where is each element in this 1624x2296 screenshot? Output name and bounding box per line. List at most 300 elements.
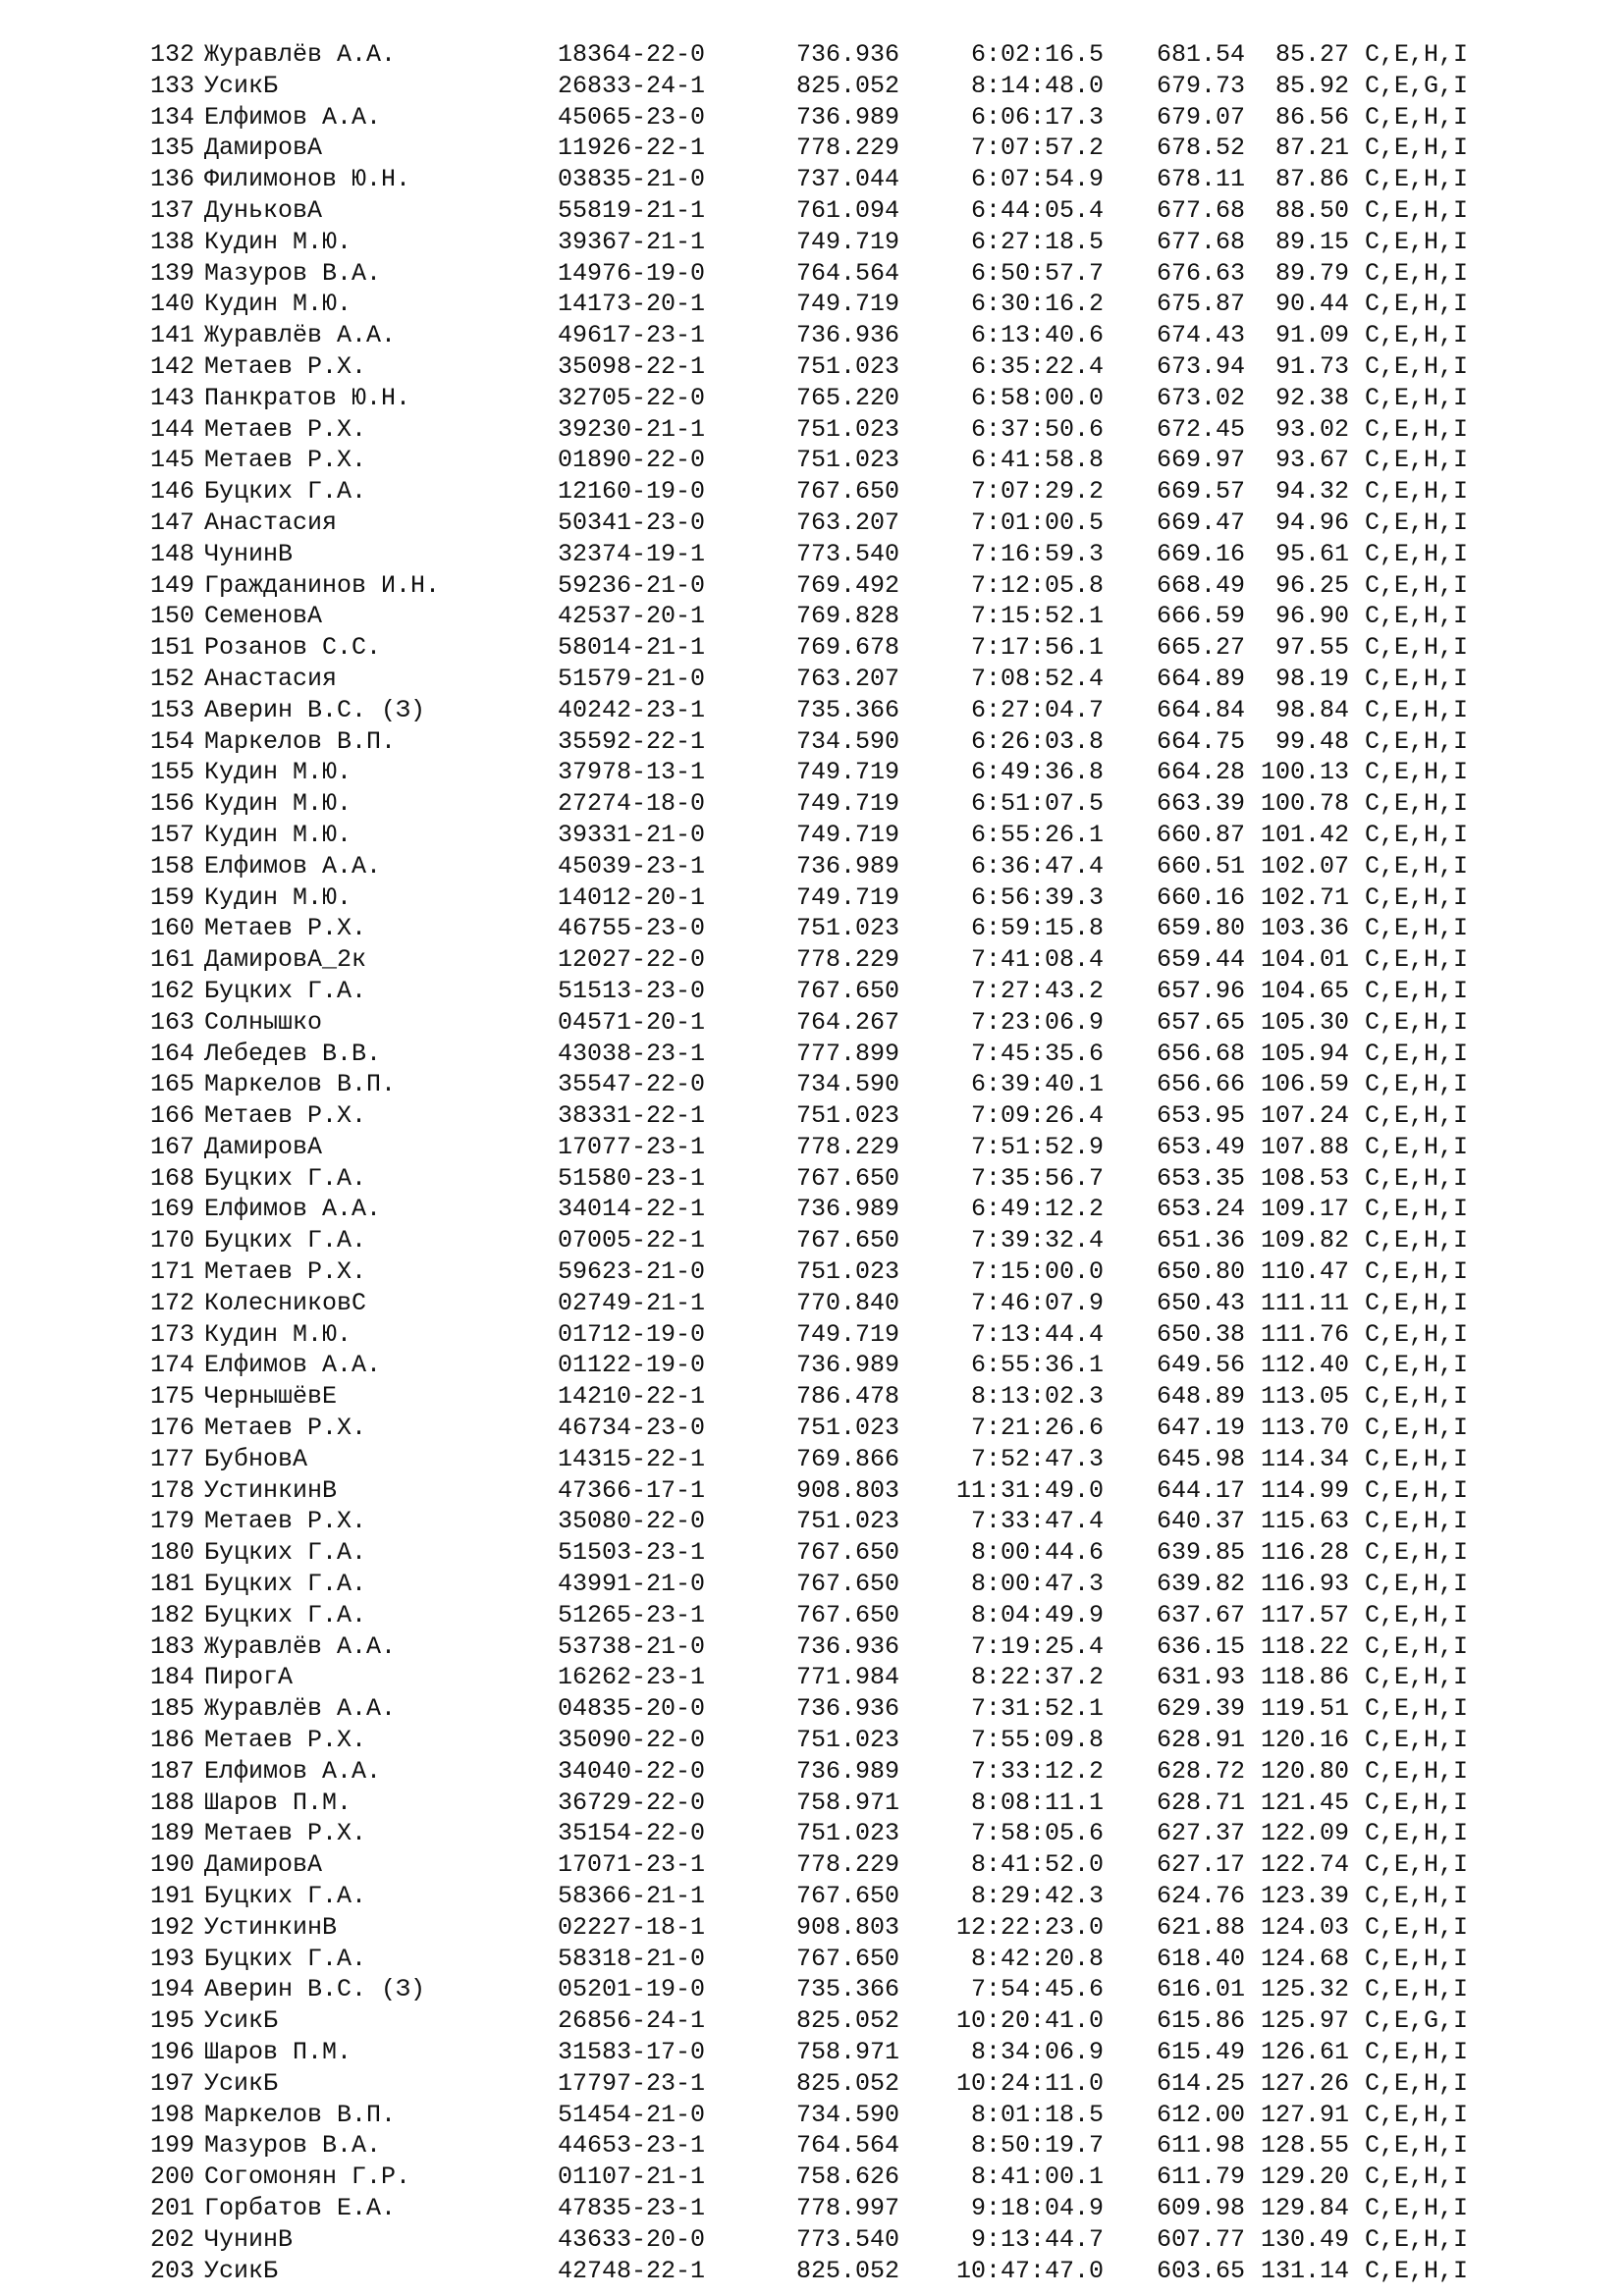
cell-rank: 184 [149,1663,194,1692]
cell-pilot-name: Метаев Р.Х. [204,1726,367,1755]
cell-pilot-name: ПирогА [204,1663,294,1692]
cell-distance: 769.866 [795,1444,899,1473]
cell-speed: 660.87 [1156,820,1245,849]
cell-pilot-name: Маркелов В.П. [204,2100,397,2129]
table-row [141,2130,1496,2162]
cell-pilot-name: Буцких Г.А. [204,1944,367,1973]
cell-distance: 751.023 [795,1726,899,1755]
cell-percent: 93.02 [1274,414,1349,444]
cell-rank: 166 [149,1101,194,1131]
table-row [141,1256,1496,1288]
cell-ring-id: 11926-22-1 [558,133,706,163]
cell-pilot-name: Розанов С.С. [204,633,382,663]
cell-ring-id: 14315-22-1 [558,1444,706,1473]
cell-ring-id: 55819-21-1 [558,195,706,225]
cell-flight-time: 8:13:02.3 [970,1382,1104,1412]
cell-speed: 669.47 [1156,507,1245,537]
table-row [141,570,1496,602]
table-row [141,1631,1496,1663]
table-row [141,1444,1496,1475]
cell-distance: 767.650 [795,1570,899,1599]
cell-distance: 767.650 [795,976,899,1005]
cell-rank: 174 [149,1351,194,1380]
cell-flight-time: 10:20:41.0 [955,2006,1104,2036]
cell-flight-time: 8:42:20.8 [970,1944,1104,1973]
cell-pilot-name: Кудин М.Ю. [204,882,352,912]
cell-percent: 91.09 [1274,321,1349,350]
cell-flight-time: 8:22:37.2 [970,1663,1104,1692]
cell-speed: 628.71 [1156,1788,1245,1817]
cell-rank: 167 [149,1132,194,1161]
cell-ring-id: 04571-20-1 [558,1007,706,1037]
cell-ring-id: 44653-23-1 [558,2131,706,2161]
cell-rank: 200 [149,2163,194,2192]
cell-rank: 179 [149,1507,194,1536]
cell-classes: C,E,H,I [1365,758,1469,787]
cell-classes: C,E,H,I [1365,2100,1469,2129]
cell-rank: 132 [149,40,194,69]
cell-speed: 659.44 [1156,945,1245,975]
cell-distance: 825.052 [795,2256,899,2285]
cell-percent: 124.68 [1260,1944,1349,1973]
cell-speed: 656.68 [1156,1039,1245,1068]
cell-rank: 145 [149,446,194,475]
cell-classes: C,E,H,I [1365,914,1469,943]
cell-flight-time: 6:55:26.1 [970,820,1104,849]
cell-ring-id: 05201-19-0 [558,1975,706,2004]
table-row [141,726,1496,758]
cell-flight-time: 7:07:29.2 [970,477,1104,507]
cell-distance: 770.840 [795,1288,899,1317]
cell-pilot-name: Метаев Р.Х. [204,1414,367,1443]
cell-classes: C,E,H,I [1365,258,1469,288]
cell-pilot-name: Елфимов А.А. [204,1756,382,1786]
cell-rank: 135 [149,133,194,163]
cell-classes: C,E,H,I [1365,633,1469,663]
cell-pilot-name: ЧунинВ [204,2224,294,2254]
cell-pilot-name: Гражданинов И.Н. [204,570,441,600]
cell-rank: 162 [149,976,194,1005]
cell-distance: 749.719 [795,789,899,819]
table-row [141,1881,1496,1912]
cell-pilot-name: УстинкинВ [204,1912,338,1942]
cell-percent: 111.76 [1260,1319,1349,1349]
cell-pilot-name: Кудин М.Ю. [204,789,352,819]
cell-percent: 118.86 [1260,1663,1349,1692]
cell-flight-time: 7:15:52.1 [970,602,1104,631]
cell-distance: 778.229 [795,945,899,975]
cell-distance: 758.971 [795,2038,899,2066]
table-row [141,476,1496,507]
table-row [141,1225,1496,1256]
cell-percent: 123.39 [1260,1882,1349,1911]
cell-percent: 89.79 [1274,258,1349,288]
cell-pilot-name: Анастасия [204,507,338,537]
cell-speed: 678.11 [1156,165,1245,194]
cell-rank: 133 [149,71,194,100]
cell-flight-time: 6:59:15.8 [970,914,1104,943]
cell-ring-id: 45065-23-0 [558,102,706,132]
cell-ring-id: 51513-23-0 [558,976,706,1005]
table-row [141,133,1496,164]
table-row [141,944,1496,976]
cell-flight-time: 6:56:39.3 [970,882,1104,912]
cell-pilot-name: ДамировА [204,1850,323,1880]
cell-percent: 125.97 [1260,2006,1349,2036]
cell-pilot-name: Буцких Г.А. [204,1570,367,1599]
cell-ring-id: 27274-18-0 [558,789,706,819]
table-row [141,507,1496,539]
cell-classes: C,E,H,I [1365,1007,1469,1037]
cell-speed: 615.86 [1156,2006,1245,2036]
cell-flight-time: 8:00:47.3 [970,1570,1104,1599]
cell-percent: 90.44 [1274,290,1349,319]
cell-distance: 751.023 [795,351,899,381]
cell-distance: 736.989 [795,1351,899,1380]
cell-flight-time: 8:50:19.7 [970,2131,1104,2161]
table-row [141,1818,1496,1849]
table-row [141,1788,1496,1819]
cell-speed: 616.01 [1156,1975,1245,2004]
cell-distance: 825.052 [795,2006,899,2036]
cell-classes: C,E,H,I [1365,2224,1469,2254]
cell-percent: 91.73 [1274,351,1349,381]
cell-speed: 615.49 [1156,2038,1245,2066]
cell-rank: 158 [149,851,194,881]
cell-speed: 651.36 [1156,1226,1245,1255]
cell-classes: C,E,H,I [1365,726,1469,756]
cell-flight-time: 6:27:18.5 [970,227,1104,256]
cell-ring-id: 37978-13-1 [558,758,706,787]
cell-ring-id: 32374-19-1 [558,539,706,568]
cell-flight-time: 12:22:23.0 [955,1912,1104,1942]
cell-rank: 151 [149,633,194,663]
cell-rank: 199 [149,2131,194,2161]
cell-rank: 198 [149,2100,194,2129]
cell-distance: 736.989 [795,851,899,881]
cell-speed: 644.17 [1156,1475,1245,1505]
table-row [141,1662,1496,1693]
cell-ring-id: 02749-21-1 [558,1288,706,1317]
cell-classes: C,E,H,I [1365,2068,1469,2098]
cell-rank: 155 [149,758,194,787]
cell-ring-id: 01890-22-0 [558,446,706,475]
cell-classes: C,E,H,I [1365,664,1469,693]
cell-distance: 763.207 [795,507,899,537]
cell-ring-id: 43991-21-0 [558,1570,706,1599]
cell-rank: 176 [149,1414,194,1443]
cell-classes: C,E,H,I [1365,102,1469,132]
cell-rank: 171 [149,1257,194,1287]
cell-flight-time: 7:33:12.2 [970,1756,1104,1786]
cell-distance: 751.023 [795,414,899,444]
cell-speed: 659.80 [1156,914,1245,943]
cell-ring-id: 14210-22-1 [558,1382,706,1412]
cell-pilot-name: Журавлёв А.А. [204,1694,397,1724]
cell-percent: 120.80 [1260,1756,1349,1786]
cell-percent: 113.05 [1260,1382,1349,1412]
cell-speed: 663.39 [1156,789,1245,819]
cell-percent: 122.09 [1260,1819,1349,1848]
cell-rank: 181 [149,1570,194,1599]
cell-classes: C,E,H,I [1365,1507,1469,1536]
cell-distance: 765.220 [795,383,899,412]
cell-speed: 631.93 [1156,1663,1245,1692]
cell-speed: 649.56 [1156,1351,1245,1380]
cell-ring-id: 42537-20-1 [558,602,706,631]
cell-distance: 751.023 [795,1507,899,1536]
cell-flight-time: 8:34:06.9 [970,2038,1104,2066]
cell-speed: 647.19 [1156,1414,1245,1443]
table-row [141,383,1496,414]
cell-ring-id: 01122-19-0 [558,1351,706,1380]
cell-flight-time: 6:41:58.8 [970,446,1104,475]
cell-percent: 131.14 [1260,2256,1349,2285]
cell-distance: 749.719 [795,820,899,849]
cell-ring-id: 59236-21-0 [558,570,706,600]
cell-flight-time: 6:39:40.1 [970,1070,1104,1099]
cell-ring-id: 51579-21-0 [558,664,706,693]
cell-distance: 767.650 [795,1600,899,1629]
cell-rank: 186 [149,1726,194,1755]
cell-pilot-name: Метаев Р.Х. [204,414,367,444]
cell-classes: C,E,H,I [1365,2163,1469,2192]
cell-flight-time: 7:12:05.8 [970,570,1104,600]
cell-pilot-name: Кудин М.Ю. [204,227,352,256]
table-row [141,289,1496,320]
cell-percent: 101.42 [1260,820,1349,849]
cell-pilot-name: Мазуров В.А. [204,2131,382,2161]
table-row [141,913,1496,944]
cell-ring-id: 46734-23-0 [558,1414,706,1443]
cell-speed: 676.63 [1156,258,1245,288]
cell-flight-time: 6:26:03.8 [970,726,1104,756]
cell-speed: 639.82 [1156,1570,1245,1599]
cell-distance: 777.899 [795,1039,899,1068]
cell-speed: 653.24 [1156,1195,1245,1224]
cell-classes: C,E,H,I [1365,1600,1469,1629]
cell-percent: 105.94 [1260,1039,1349,1068]
cell-percent: 104.01 [1260,945,1349,975]
cell-percent: 97.55 [1274,633,1349,663]
cell-rank: 140 [149,290,194,319]
cell-rank: 152 [149,664,194,693]
cell-speed: 664.28 [1156,758,1245,787]
cell-flight-time: 7:55:09.8 [970,1726,1104,1755]
cell-classes: C,E,H,I [1365,789,1469,819]
cell-ring-id: 07005-22-1 [558,1226,706,1255]
cell-pilot-name: Журавлёв А.А. [204,40,397,69]
cell-distance: 908.803 [795,1912,899,1942]
cell-classes: C,E,H,I [1365,507,1469,537]
cell-flight-time: 8:08:11.1 [970,1788,1104,1817]
cell-classes: C,E,H,I [1365,1912,1469,1942]
cell-speed: 614.25 [1156,2068,1245,2098]
cell-classes: C,E,H,I [1365,446,1469,475]
table-row [141,71,1496,102]
cell-distance: 758.971 [795,1788,899,1817]
cell-distance: 825.052 [795,2068,899,2098]
table-row [141,1475,1496,1507]
cell-pilot-name: УстинкинВ [204,1475,338,1505]
cell-pilot-name: Шаров П.М. [204,1788,352,1817]
cell-percent: 115.63 [1260,1507,1349,1536]
cell-pilot-name: Буцких Г.А. [204,1538,367,1568]
cell-speed: 627.17 [1156,1850,1245,1880]
table-row [141,820,1496,851]
cell-speed: 648.89 [1156,1382,1245,1412]
cell-flight-time: 7:07:57.2 [970,133,1104,163]
cell-flight-time: 7:15:00.0 [970,1257,1104,1287]
cell-percent: 94.96 [1274,507,1349,537]
cell-flight-time: 7:19:25.4 [970,1631,1104,1661]
cell-speed: 677.68 [1156,227,1245,256]
cell-percent: 86.56 [1274,102,1349,132]
cell-flight-time: 10:47:47.0 [955,2256,1104,2285]
table-row [141,1350,1496,1381]
table-row [141,102,1496,133]
cell-rank: 148 [149,539,194,568]
cell-percent: 109.82 [1260,1226,1349,1255]
cell-rank: 194 [149,1975,194,2004]
cell-ring-id: 32705-22-0 [558,383,706,412]
cell-flight-time: 6:51:07.5 [970,789,1104,819]
cell-percent: 96.25 [1274,570,1349,600]
cell-ring-id: 59623-21-0 [558,1257,706,1287]
cell-speed: 636.15 [1156,1631,1245,1661]
cell-classes: C,E,H,I [1365,195,1469,225]
cell-distance: 736.936 [795,1631,899,1661]
cell-ring-id: 35080-22-0 [558,1507,706,1536]
cell-classes: C,E,H,I [1365,1663,1469,1692]
cell-classes: C,E,H,I [1365,2131,1469,2161]
table-row [141,1944,1496,1975]
cell-ring-id: 50341-23-0 [558,507,706,537]
cell-pilot-name: Елфимов А.А. [204,102,382,132]
cell-ring-id: 35547-22-0 [558,1070,706,1099]
cell-flight-time: 6:55:36.1 [970,1351,1104,1380]
cell-classes: C,E,H,I [1365,1726,1469,1755]
cell-percent: 120.16 [1260,1726,1349,1755]
cell-pilot-name: УсикБ [204,2006,279,2036]
cell-distance: 749.719 [795,1319,899,1349]
table-row [141,757,1496,788]
cell-classes: C,E,H,I [1365,1382,1469,1412]
cell-speed: 618.40 [1156,1944,1245,1973]
cell-pilot-name: Мазуров В.А. [204,258,382,288]
cell-flight-time: 6:49:12.2 [970,1195,1104,1224]
cell-speed: 640.37 [1156,1507,1245,1536]
cell-percent: 89.15 [1274,227,1349,256]
cell-percent: 96.90 [1274,602,1349,631]
table-row [141,1319,1496,1351]
cell-percent: 119.51 [1260,1694,1349,1724]
cell-ring-id: 17071-23-1 [558,1850,706,1880]
cell-percent: 114.34 [1260,1444,1349,1473]
cell-ring-id: 01107-21-1 [558,2163,706,2192]
cell-percent: 127.91 [1260,2100,1349,2129]
cell-classes: C,E,H,I [1365,351,1469,381]
cell-speed: 657.96 [1156,976,1245,1005]
table-row [141,1974,1496,2005]
cell-percent: 92.38 [1274,383,1349,412]
cell-ring-id: 39230-21-1 [558,414,706,444]
cell-distance: 786.478 [795,1382,899,1412]
cell-classes: C,E,H,I [1365,602,1469,631]
table-row [141,195,1496,227]
cell-rank: 157 [149,820,194,849]
cell-pilot-name: УсикБ [204,2256,279,2285]
cell-ring-id: 35592-22-1 [558,726,706,756]
cell-classes: C,E,H,I [1365,1414,1469,1443]
cell-flight-time: 7:17:56.1 [970,633,1104,663]
cell-distance: 734.590 [795,1070,899,1099]
cell-percent: 87.21 [1274,133,1349,163]
cell-ring-id: 12027-22-0 [558,945,706,975]
cell-pilot-name: Кудин М.Ю. [204,820,352,849]
cell-flight-time: 11:31:49.0 [955,1475,1104,1505]
cell-percent: 106.59 [1260,1070,1349,1099]
cell-ring-id: 14012-20-1 [558,882,706,912]
cell-flight-time: 7:45:35.6 [970,1039,1104,1068]
cell-pilot-name: Филимонов Ю.Н. [204,165,411,194]
cell-pilot-name: Метаев Р.Х. [204,1257,367,1287]
cell-pilot-name: Буцких Г.А. [204,1163,367,1193]
cell-rank: 185 [149,1694,194,1724]
cell-speed: 664.89 [1156,664,1245,693]
cell-classes: C,E,H,I [1365,851,1469,881]
cell-ring-id: 51454-21-0 [558,2100,706,2129]
cell-pilot-name: СеменовА [204,602,323,631]
table-row [141,39,1496,71]
cell-percent: 109.17 [1260,1195,1349,1224]
cell-pilot-name: БубновА [204,1444,308,1473]
cell-classes: C,E,H,I [1365,2256,1469,2285]
cell-pilot-name: Солнышко [204,1007,323,1037]
cell-percent: 114.99 [1260,1475,1349,1505]
cell-classes: C,E,H,I [1365,227,1469,256]
cell-distance: 778.229 [795,1132,899,1161]
cell-flight-time: 7:33:47.4 [970,1507,1104,1536]
cell-pilot-name: Согомонян Г.Р. [204,2163,411,2192]
cell-distance: 767.650 [795,1882,899,1911]
cell-percent: 87.86 [1274,165,1349,194]
cell-ring-id: 34040-22-0 [558,1756,706,1786]
cell-flight-time: 8:14:48.0 [970,71,1104,100]
table-row [141,1194,1496,1225]
cell-pilot-name: Елфимов А.А. [204,851,382,881]
table-row [141,601,1496,632]
cell-flight-time: 10:24:11.0 [955,2068,1104,2098]
cell-pilot-name: Журавлёв А.А. [204,321,397,350]
cell-distance: 736.936 [795,321,899,350]
cell-distance: 758.626 [795,2163,899,2192]
cell-distance: 751.023 [795,914,899,943]
cell-ring-id: 51580-23-1 [558,1163,706,1193]
table-row [141,1912,1496,1944]
cell-rank: 163 [149,1007,194,1037]
cell-distance: 773.540 [795,539,899,568]
cell-speed: 603.65 [1156,2256,1245,2285]
cell-flight-time: 7:39:32.4 [970,1226,1104,1255]
cell-rank: 203 [149,2256,194,2285]
cell-percent: 88.50 [1274,195,1349,225]
cell-percent: 94.32 [1274,477,1349,507]
cell-classes: C,E,H,I [1365,1101,1469,1131]
cell-rank: 180 [149,1538,194,1568]
cell-classes: C,E,H,I [1365,1850,1469,1880]
cell-classes: C,E,H,I [1365,1631,1469,1661]
